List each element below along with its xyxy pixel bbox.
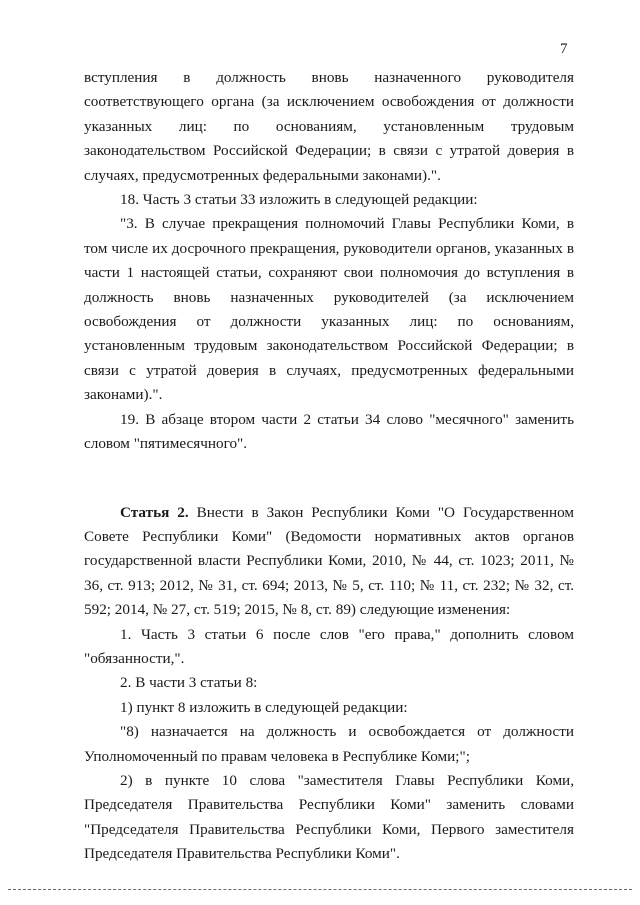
document-body (84, 66, 574, 867)
paragraph-item-18: 18. Часть 3 статьи 33 изложить в следующей редакции: (120, 191, 478, 209)
page-number: 7 (560, 41, 568, 57)
section-gap (84, 457, 574, 501)
paragraph-subitem-1: 1) пункт 8 изложить в следующей редакции: (120, 698, 408, 716)
article-2-text: Внести в Закон Республики Коми "О Государственном Совете Республики Коми" (Ведомости нормативных актов органов государственной власти Республики Коми, 2010, № 44, ст. 1023; 2011, № 36, ст. 913; 2012, № 31, ст. 694; 2013, № 5, ст. 110; № 11, ст. 232; № 32, ст. 592; 2014, № 27, ст. 519; 2015, № 8, ст. 89) следующие изменения: (84, 503, 574, 619)
paragraph-quote-part-3: "3. В случае прекращения полномочий Главы Республики Коми, в том числе их досрочного прекращения, руководители органов, указанных в части 1 настоящей статьи, сохраняют свои полномочия до вступления в должность вновь назначенных руководителей (за исключением освобождения от должности указанных лиц: по основаниям, установленным трудовым законодательством Российской Федерации; в связи с утратой доверия в случаях, предусмотренных федеральными законами).". (84, 215, 574, 404)
paragraph-continuation: вступления в должность вновь назначенного руководителя соответствующего органа (за исключением освобождения от должности указанных лиц: по основаниям, установленным трудовым законодательством Российской Федерации; в связи с утратой доверия в случаях, предусмотренных федеральными законами).". (84, 69, 574, 184)
paragraph-quote-item-8: "8) назначается на должность и освобождается от должности Уполномоченный по правам человека в Республике Коми;"; (84, 723, 574, 765)
paragraph-change-2: 2. В части 3 статьи 8: (120, 674, 258, 692)
paragraph-subitem-2: 2) в пункте 10 слова "заместителя Главы Республики Коми, Председателя Правительства Республики Коми" заменить словами "Председателя Правительства Республики Коми, Первого заместителя Председателя Правительства Республики Коми". (84, 771, 574, 863)
page-bottom-edge (8, 889, 632, 890)
paragraph-article-2 (84, 501, 574, 623)
paragraph-item-19: 19. В абзаце втором части 2 статьи 34 слово "месячного" заменить словом "пятимесячного". (84, 410, 574, 453)
paragraph-change-1: 1. Часть 3 статьи 6 после слов "его права," дополнить словом "обязанности,". (84, 625, 574, 667)
article-heading: Статья 2. (120, 503, 189, 521)
